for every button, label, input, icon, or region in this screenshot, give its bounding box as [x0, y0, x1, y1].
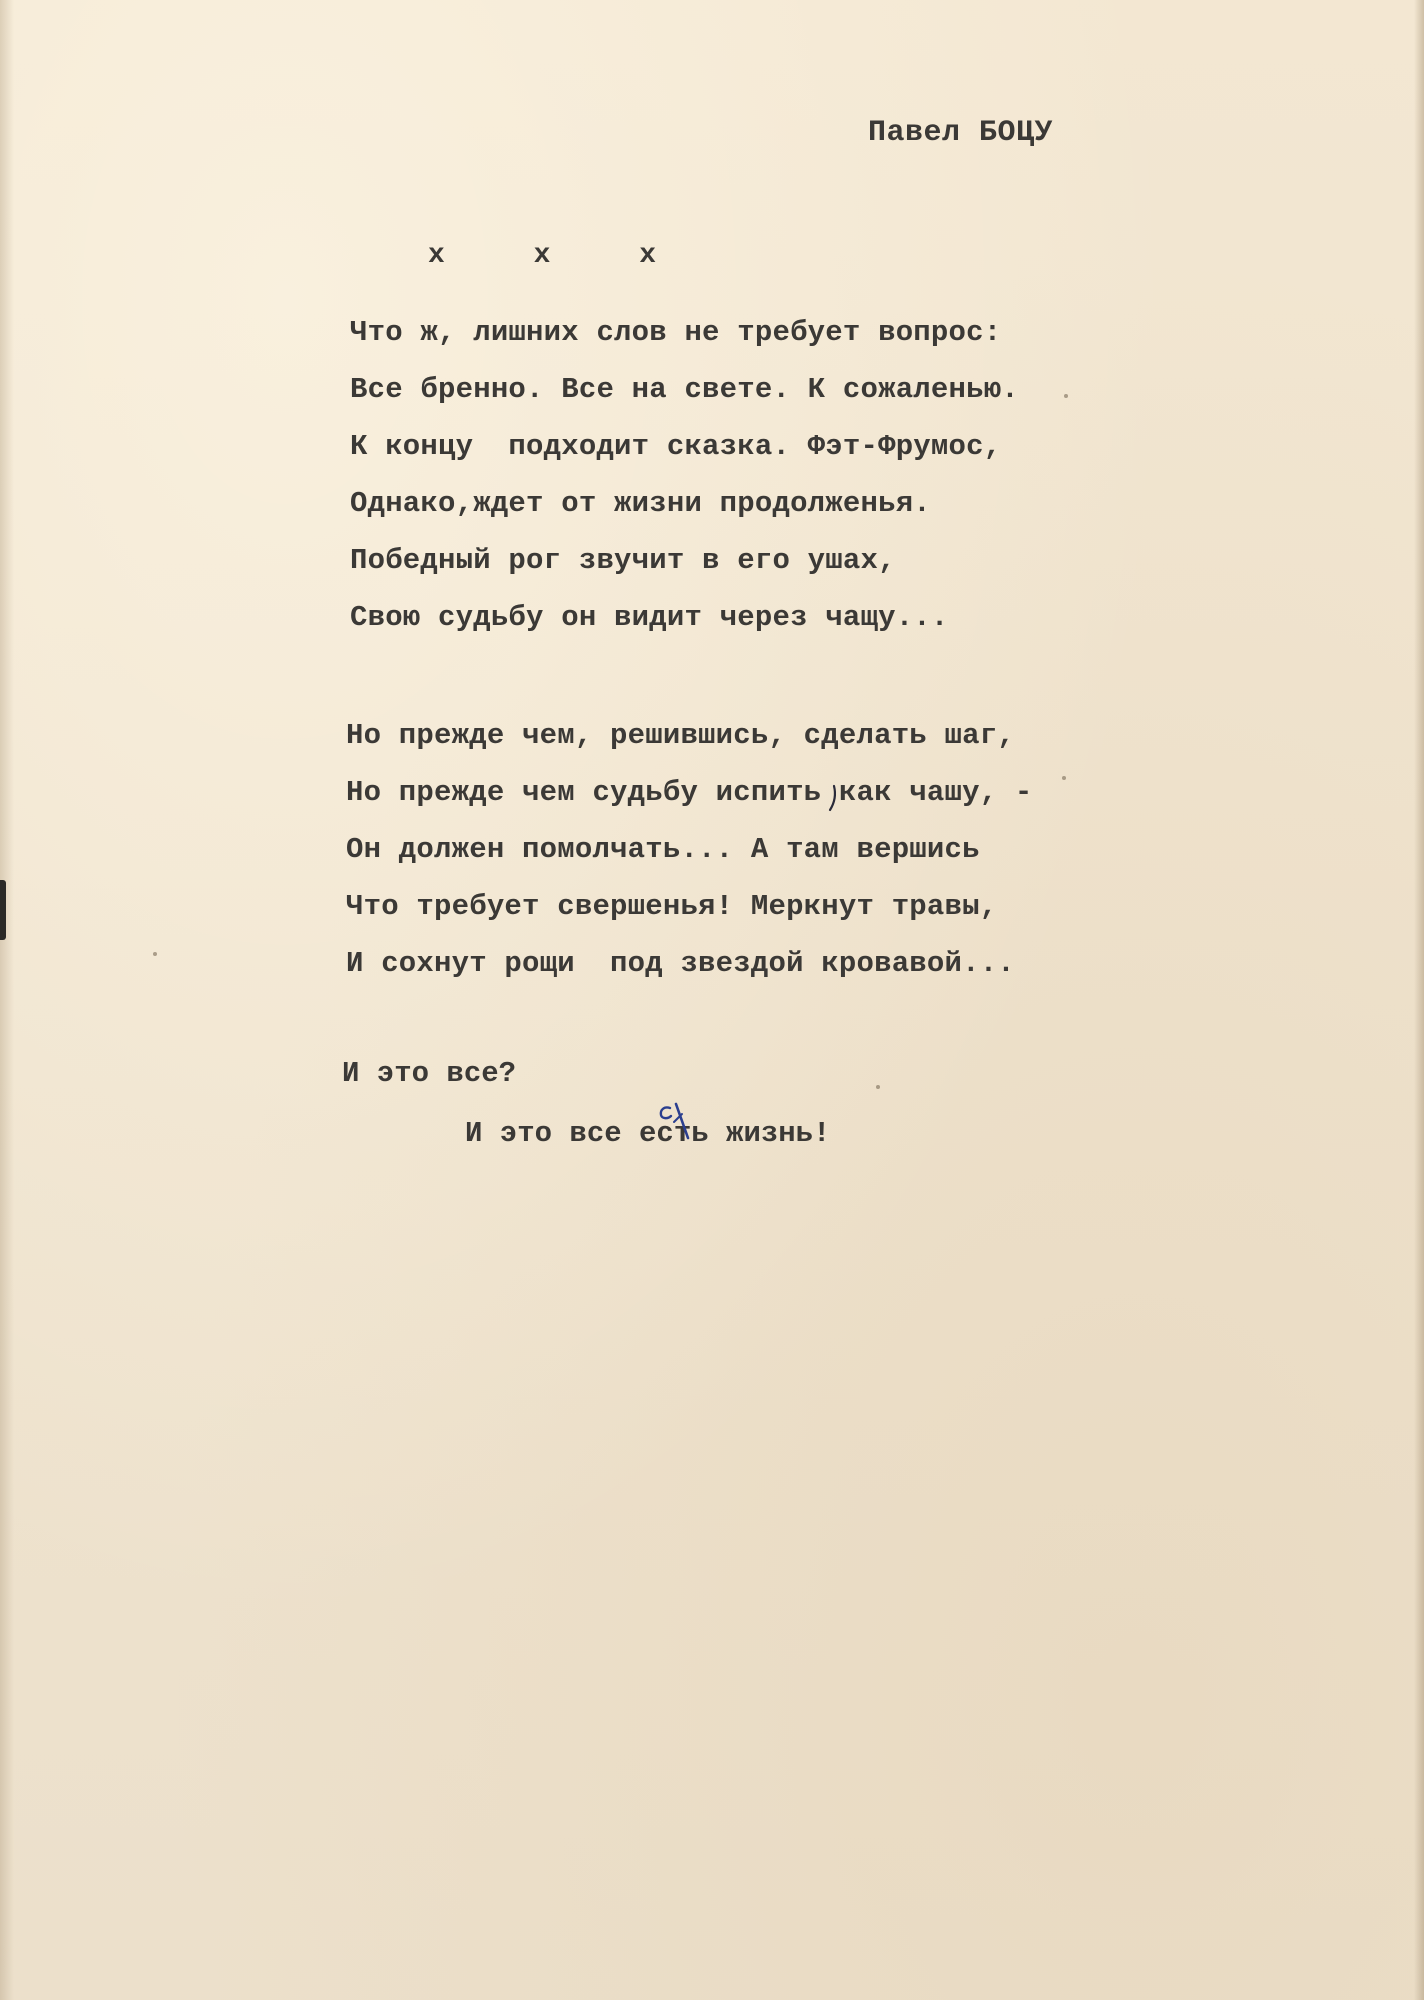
poem-line: К концу подходит сказка. Фэт-Фрумос,	[350, 430, 1002, 463]
paper-speck	[876, 1085, 880, 1089]
handwritten-comma	[827, 784, 839, 812]
poem-line: Но прежде чем судьбу испить как чашу, -	[346, 776, 1033, 809]
correction-letter: с	[652, 1100, 653, 1101]
paper-speck	[1062, 776, 1066, 780]
paper-speck	[153, 952, 157, 956]
ending-answer: И это все есть жизнь!	[465, 1117, 831, 1150]
binding-mark	[0, 880, 6, 940]
ending-question: И это все?	[342, 1057, 517, 1090]
stanza-1	[350, 304, 1019, 646]
poem-line: Свою судьбу он видит через чащу...	[350, 601, 949, 634]
poem-line: Что ж, лишних слов не требует вопрос:	[350, 316, 1002, 349]
poem-line: Он должен помолчать... А там вершись	[346, 833, 980, 866]
poem-line: Все бренно. Все на свете. К сожаленью.	[350, 373, 1019, 406]
author-name: Павел БОЦУ	[868, 116, 1054, 150]
poem-line: Однако,ждет от жизни продолженья.	[350, 487, 931, 520]
poem-line: Но прежде чем, решившись, сделать шаг,	[346, 719, 1015, 752]
paper-speck	[1064, 394, 1068, 398]
stanza-2	[346, 707, 1033, 992]
poem-line: Что требует свершенья! Меркнут травы,	[346, 890, 998, 923]
handwritten-correction-mark	[652, 1100, 696, 1140]
poem-separator: x x x	[428, 240, 693, 271]
poem-line: И сохнут рощи под звездой кровавой...	[346, 947, 1015, 980]
poem-line: Победный рог звучит в его ушах,	[350, 544, 896, 577]
